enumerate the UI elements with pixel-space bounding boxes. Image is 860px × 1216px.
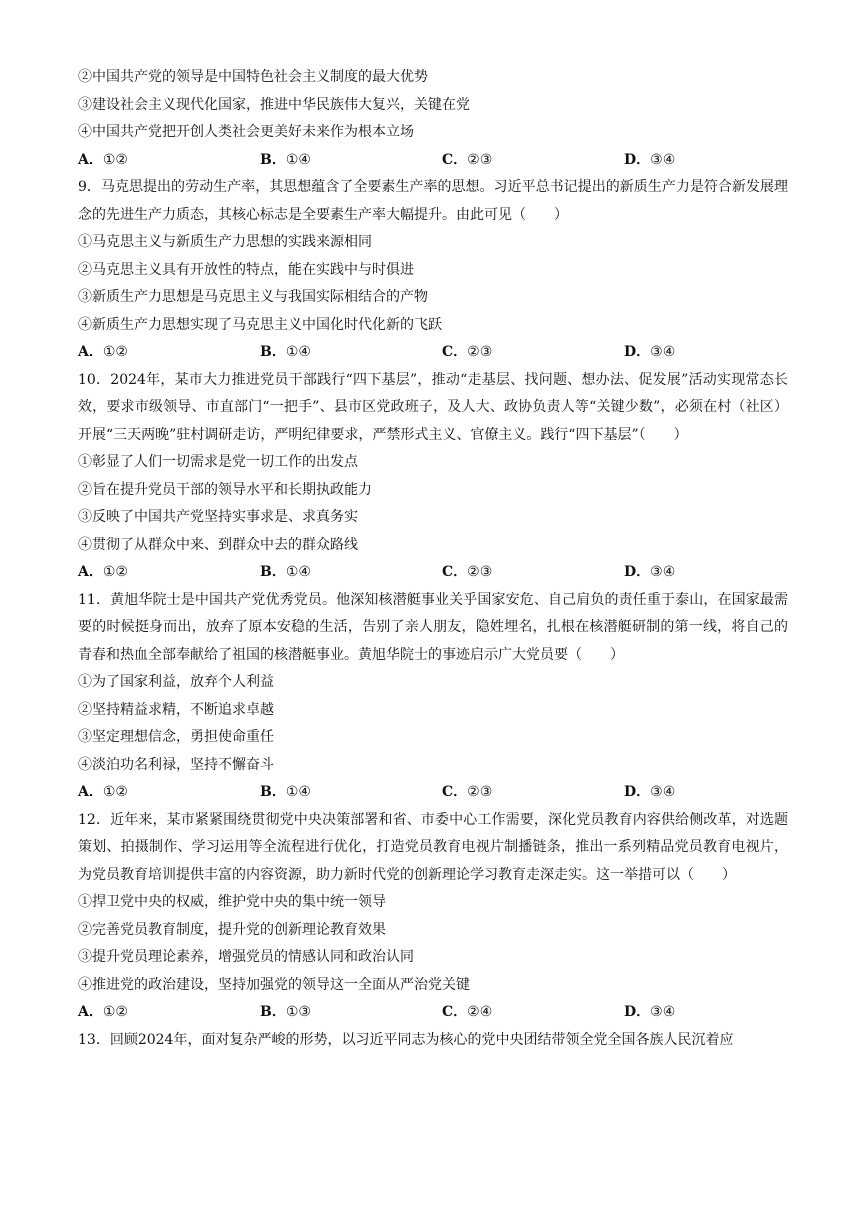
option-2: ②坚持精益求精，不断追求卓越 — [78, 701, 274, 718]
option-3: ③建设社会主义现代化国家，推进中华民族伟大复兴，关键在党 — [78, 96, 470, 113]
choice-a — [78, 559, 260, 587]
choice-value: ③④ — [650, 784, 676, 800]
choice-letter: B． — [260, 564, 286, 580]
choice-value: ③④ — [650, 564, 676, 580]
choice-a — [78, 339, 260, 367]
choice-letter: A． — [78, 1004, 103, 1020]
choice-value: ①③ — [285, 1004, 311, 1020]
option-1: ①为了国家利益，放弃个人利益 — [78, 674, 274, 690]
choice-value: ③④ — [650, 151, 676, 168]
choice-value: ②③ — [467, 344, 493, 360]
answer-choices — [78, 999, 788, 1027]
choice-letter: A． — [78, 784, 103, 800]
choice-d — [624, 559, 784, 587]
option-4: ④贯彻了从群众中来、到群众中去的群众路线 — [78, 536, 358, 553]
question-stem: 11．黄旭华院士是中国共产党优秀党员。他深知核潜艇事业关乎国家安危、自己肩负的责任重于泰山，在国家最需要的时候挺身而出，放弃了原本安稳的生活，告别了亲人朋友，隐姓埋名，扎根在核潜艇研制的第一线，将自己的青春和热血全部奉献给了祖国的核潜艇事业。黄旭华院士的事迹启示广大党员要（ ） — [78, 591, 788, 663]
choice-value: ①④ — [285, 344, 311, 360]
choice-c — [442, 999, 624, 1027]
option-2: ②马克思主义具有开放性的特点，能在实践中与时俱进 — [78, 261, 414, 278]
choice-letter: D． — [624, 151, 651, 168]
answer-choices — [78, 339, 788, 367]
option-1: ①捍卫党中央的权威，维护党中央的集中统一领导 — [78, 894, 386, 910]
choice-value: ②③ — [467, 784, 493, 800]
choice-value: ①④ — [285, 784, 311, 800]
choice-a — [78, 999, 260, 1027]
choice-value: ②③ — [467, 564, 493, 580]
choice-a — [78, 147, 260, 175]
option-2: ②中国共产党的领导是中国特色社会主义制度的最大优势 — [78, 69, 428, 85]
answer-choices — [78, 147, 788, 175]
choice-b — [260, 147, 442, 175]
choice-value: ①② — [102, 784, 128, 800]
choice-value: ①④ — [285, 151, 311, 168]
choice-b — [260, 999, 442, 1027]
choice-letter: C． — [442, 344, 468, 360]
option-4: ④新质生产力思想实现了马克思主义中国化时代化新的飞跃 — [78, 316, 442, 333]
choice-value: ②④ — [467, 1004, 493, 1020]
choice-b — [260, 779, 442, 807]
choice-letter: C． — [442, 564, 468, 580]
choice-letter: B． — [260, 344, 286, 360]
choice-letter: D． — [624, 1004, 651, 1020]
choice-letter: C． — [442, 1004, 468, 1020]
question-12 — [78, 807, 788, 1027]
option-4: ④中国共产党把开创人类社会更美好未来作为根本立场 — [78, 124, 414, 140]
choice-value: ①② — [102, 151, 128, 168]
answer-choices — [78, 779, 788, 807]
choice-letter: A． — [78, 151, 103, 168]
question-stem: 12．近年来，某市紧紧围绕贯彻党中央决策部署和省、市委中心工作需要，深化党员教育内容供给侧改革，对选题策划、拍摄制作、学习运用等全流程进行优化，打造党员教育电视片制播链条，推出一系列精品党员教育电视片，为党员教育培训提供丰富的内容资源，助力新时代党的创新理论学习教育走深走实。这一举措可以（ ） — [78, 811, 788, 883]
option-3: ③反映了中国共产党坚持实事求是、求真务实 — [78, 509, 358, 525]
choice-c — [442, 339, 624, 367]
choice-c — [442, 779, 624, 807]
choice-letter: B． — [260, 784, 286, 800]
question-10 — [78, 367, 788, 587]
option-3: ③坚定理想信念，勇担使命重任 — [78, 729, 274, 745]
choice-a — [78, 779, 260, 807]
choice-value: ①② — [102, 1004, 128, 1020]
exam-page — [78, 64, 788, 1054]
choice-b — [260, 559, 442, 587]
option-4: ④淡泊功名利禄，坚持不懈奋斗 — [78, 756, 274, 773]
choice-d — [624, 147, 784, 175]
choice-value: ②③ — [467, 151, 493, 168]
choice-c — [442, 147, 624, 175]
choice-c — [442, 559, 624, 587]
choice-value: ①② — [102, 344, 128, 360]
choice-b — [260, 339, 442, 367]
option-2: ②完善党员教育制度，提升党的创新理论教育效果 — [78, 921, 386, 938]
choice-letter: B． — [260, 1004, 286, 1020]
choice-letter: D． — [624, 784, 651, 800]
option-3: ③提升党员理论素养，增强党员的情感认同和政治认同 — [78, 949, 414, 965]
choice-letter: C． — [442, 151, 468, 168]
choice-value: ①④ — [285, 564, 311, 580]
choice-d — [624, 779, 784, 807]
question-stem: 9．马克思提出的劳动生产率，其思想蕴含了全要素生产率的思想。习近平总书记提出的新质生产力是符合新发展理念的先进生产力质态，其核心标志是全要素生产率大幅提升。由此可见（ ） — [78, 179, 788, 223]
question-stem: 13．回顾2024年，面对复杂严峻的形势，以习近平同志为核心的党中央团结带领全党全国各族人民沉着应 — [78, 1031, 734, 1048]
option-3: ③新质生产力思想是马克思主义与我国实际相结合的产物 — [78, 289, 428, 305]
question-9 — [78, 174, 788, 367]
question-8 — [78, 64, 788, 174]
choice-d — [624, 339, 784, 367]
option-2: ②旨在提升党员干部的领导水平和长期执政能力 — [78, 481, 372, 498]
choice-value: ①② — [102, 564, 128, 580]
choice-d — [624, 999, 784, 1027]
question-stem: 10．2024年，某市大力推进党员干部践行“四下基层”，推动“走基层、找问题、想办法、促发展”活动实现常态长效，要求市级领导、市直部门“一把手”、县市区党政班子，及人大、政协负责人等“关键少数”，必须在村（社区）开展“三天两晚”驻村调研走访，严明纪律要求，严禁形式主义、官僚主义。践行“四下基层”（ ） — [78, 371, 788, 443]
choice-value: ③④ — [650, 1004, 676, 1020]
option-1: ①彰显了人们一切需求是党一切工作的出发点 — [78, 454, 358, 470]
choice-letter: C． — [442, 784, 468, 800]
question-11 — [78, 587, 788, 807]
choice-value: ③④ — [650, 344, 676, 360]
option-1: ①马克思主义与新质生产力思想的实践来源相同 — [78, 234, 372, 250]
answer-choices — [78, 559, 788, 587]
choice-letter: D． — [624, 344, 651, 360]
choice-letter: A． — [78, 564, 103, 580]
choice-letter: A． — [78, 344, 103, 360]
choice-letter: D． — [624, 564, 651, 580]
choice-letter: B． — [260, 151, 286, 168]
option-4: ④推进党的政治建设，坚持加强党的领导这一全面从严治党关键 — [78, 976, 470, 993]
question-13 — [78, 1027, 788, 1055]
